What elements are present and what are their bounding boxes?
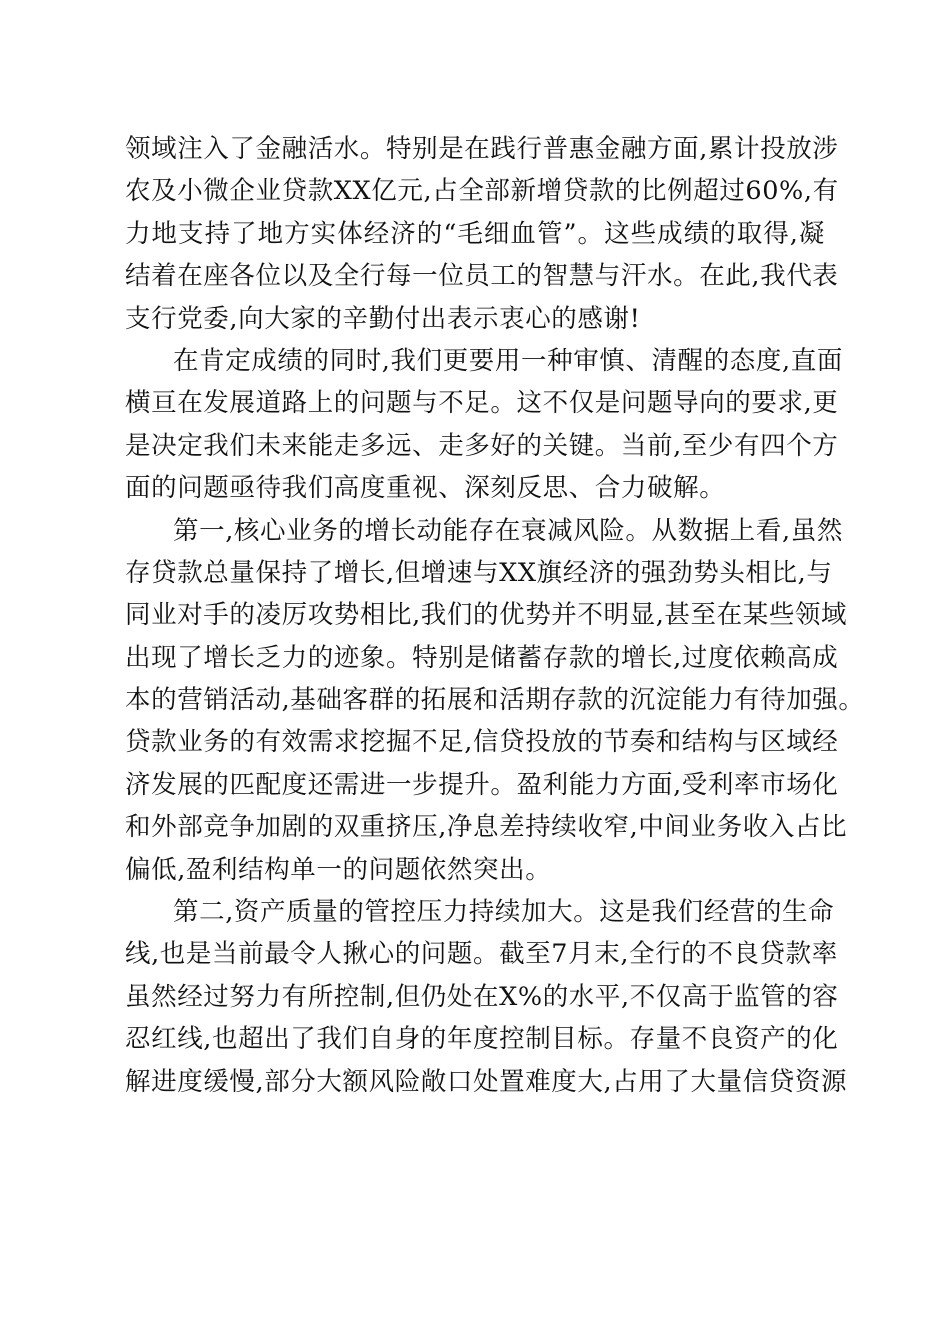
text-line: 是决定我们未来能走多远、走多好的关键。当前,至少有四个方 (125, 430, 839, 461)
text-line: 面的问题亟待我们高度重视、深刻反思、合力破解。 (125, 473, 726, 504)
text-line: 忍红线,也超出了我们自身的年度控制目标。存量不良资产的化 (125, 1024, 839, 1055)
paragraph-first-line: 在肯定成绩的同时,我们更要用一种审慎、清醒的态度,直面 (173, 345, 843, 376)
text-line: 结着在座各位以及全行每一位员工的智慧与汗水。在此,我代表 (125, 261, 839, 292)
text-line: 横亘在发展道路上的问题与不足。这不仅是问题导向的要求,更 (125, 388, 839, 419)
text-line: 线,也是当前最令人揪心的问题。截至7月末,全行的不良贷款率 (125, 939, 838, 970)
text-line: 和外部竞争加剧的双重挤压,净息差持续收窄,中间业务收入占比 (125, 812, 848, 843)
text-line: 力地支持了地方实体经济的“毛细血管”。这些成绩的取得,凝 (125, 218, 825, 249)
text-line: 解进度缓慢,部分大额风险敞口处置难度大,占用了大量信贷资源 (125, 1066, 848, 1097)
paragraph-first-line: 第二,资产质量的管控压力持续加大。这是我们经营的生命 (173, 897, 835, 928)
paragraph-first-line: 第一,核心业务的增长动能存在衰减风险。从数据上看,虽然 (173, 515, 843, 546)
text-line: 本的营销活动,基础客群的拓展和活期存款的沉淀能力有待加强。 (125, 685, 865, 716)
text-line: 领域注入了金融活水。特别是在践行普惠金融方面,累计投放涉 (125, 134, 839, 164)
text-line: 农及小微企业贷款XX亿元,占全部新增贷款的比例超过60%,有 (125, 176, 839, 207)
text-line: 同业对手的凌厉攻势相比,我们的优势并不明显,甚至在某些领域 (125, 600, 848, 631)
body-text (125, 128, 865, 1103)
text-line: 出现了增长乏力的迹象。特别是储蓄存款的增长,过度依赖高成 (125, 642, 839, 673)
text-line: 贷款业务的有效需求挖掘不足,信贷投放的节奏和结构与区域经 (125, 727, 839, 758)
text-line: 偏低,盈利结构单一的问题依然突出。 (125, 854, 552, 885)
text-line: 存贷款总量保持了增长,但增速与XX旗经济的强劲势头相比,与 (125, 557, 833, 588)
text-line: 支行党委,向大家的辛勤付出表示衷心的感谢! (125, 303, 641, 334)
text-line: 济发展的匹配度还需进一步提升。盈利能力方面,受利率市场化 (125, 769, 839, 800)
text-line: 虽然经过努力有所控制,但仍处在X%的水平,不仅高于监管的容 (125, 981, 839, 1012)
